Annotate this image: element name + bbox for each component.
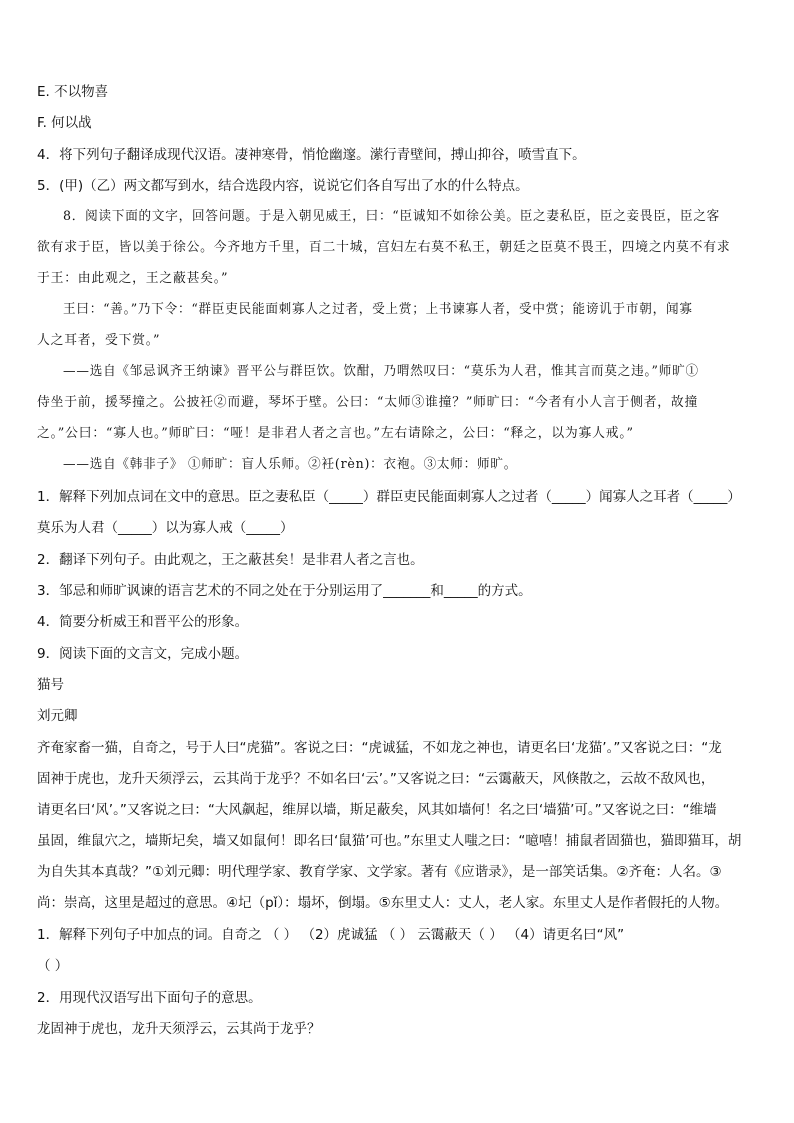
passage-8-line: 于王：由此观之，王之蔽甚矣。” (37, 271, 229, 286)
question-4-translate: 4．将下列句子翻译成现代汉语。凄神寒骨，悄怆幽邃。潆行青壁间，搏山抑谷，喷雪直下。 (37, 147, 586, 163)
question-5: 5．(甲)（乙）两文都写到水，结合选段内容，说说它们各自写出了水的什么特点。 (37, 178, 529, 194)
question-9-2-sentence: 龙固神于虎也，龙升天须浮云，云其尚于龙乎？ (37, 1021, 321, 1037)
passage-8-source: ——选自《韩非子》 ①师旷：盲人乐师。②衽(rèn)：衣袍。③太师：师旷。 (63, 457, 518, 472)
passage-8-line: 欲有求于臣，皆以美于徐公。今齐地方千里，百二十城，宫妇左右莫不私王，朝廷之臣莫不畏王，四境之内莫不有求 (37, 240, 731, 255)
question-8-2: 2．翻译下列句子。由此观之，王之蔽甚矣！是非君人者之言也。 (37, 552, 424, 568)
option-f: F. 何以战 (37, 115, 92, 131)
question-8-3: 3．邹忌和师旷讽谏的语言艺术的不同之处在于分别运用了_______和_____的方式。 (37, 583, 532, 599)
question-8-1: 1．解释下列加点词在文中的意思。臣之妻私臣（_____）群臣吏民能面刺寡人之过者（_____）闻寡人之耳者（_____） (37, 489, 741, 505)
question-9-2: 2．用现代汉语写出下面句子的意思。 (37, 990, 262, 1006)
question-8-4: 4．简要分析威王和晋平公的形象。 (37, 614, 249, 630)
passage-9-line: 为自失其本真哉？”①刘元卿：明代理学家、教育学家、文学家。著有《应谐录》，是一部笑话集。②齐奄：人名。③ (37, 864, 722, 880)
passage-8-line: 王曰：“善。”乃下令：“群臣吏民能面刺寡人之过者，受上赏；上书谏寡人者，受中赏；能谤讥于市朝，闻寡 (63, 302, 693, 317)
poem-author: 刘元卿 (37, 708, 78, 724)
passage-9-line: 固神于虎也，龙升天须浮云，云其尚于龙乎？不如名曰‘云’。”又客说之曰：“云霭蔽天，风倏散之，云故不敌风也， (37, 771, 715, 787)
passage-8-line: 侍坐于前，援琴撞之。公披衽②而避，琴坏于壁。公曰：“太师③谁撞？”师旷曰：“今者有小人言于侧者，故撞 (37, 395, 699, 410)
question-9-1-cont: （ ） (37, 958, 69, 974)
option-e: E. 不以物喜 (37, 84, 109, 100)
passage-8-line: 8．阅读下面的文字，回答问题。于是入朝见威王，曰：“臣诚知不如徐公美。臣之妻私臣，臣之妾畏臣，臣之客 (63, 209, 721, 224)
passage-8-line: 之。”公曰：“寡人也。”师旷曰：“哑！是非君人者之言也。”左右请除之，公曰：“释之，以为寡人戒。” (37, 426, 634, 441)
passage-9-line: 齐奄家畜一猫，自奇之，号于人曰“虎猫”。客说之曰：“虎诚猛，不如龙之神也，请更名曰‘龙猫’。”又客说之曰：“龙 (37, 740, 722, 756)
passage-9-notes: 尚：崇高，这里是超过的意思。④圮（pǐ）：塌坏，倒塌。⑤东里丈人：丈人，老人家。东里丈人是作者假托的人物。 (37, 895, 729, 911)
passage-9-line: 虽固，维鼠穴之，墙斯圮矣，墙又如鼠何！即名曰‘鼠猫’可也。”东里丈人嗤之曰：“噫嘻！捕鼠者固猫也，猫即猫耳，胡 (37, 833, 742, 849)
passage-8-line: ——选自《邹忌讽齐王纳谏》晋平公与群臣饮。饮酣，乃喟然叹曰：“莫乐为人君，惟其言而莫之违。”师旷① (63, 364, 699, 379)
question-9: 9．阅读下面的文言文，完成小题。 (37, 646, 249, 662)
passage-8-line: 人之耳者，受下赏。” (37, 333, 161, 348)
poem-title: 猫号 (37, 677, 64, 693)
passage-9-line: 请更名曰‘风’。”又客说之曰：“大风飙起，维屏以墙，斯足蔽矣，风其如墙何！名之曰‘墙猫’可。”又客说之曰：“维墙 (37, 802, 717, 818)
question-9-1: 1．解释下列句子中加点的词。自奇之 （ ） （2）虎诚猛 （ ） 云霭蔽天（ ） （4）请更名曰“风” (37, 927, 625, 943)
question-8-1-cont: 莫乐为人君（_____）以为寡人戒（_____） (37, 520, 294, 536)
